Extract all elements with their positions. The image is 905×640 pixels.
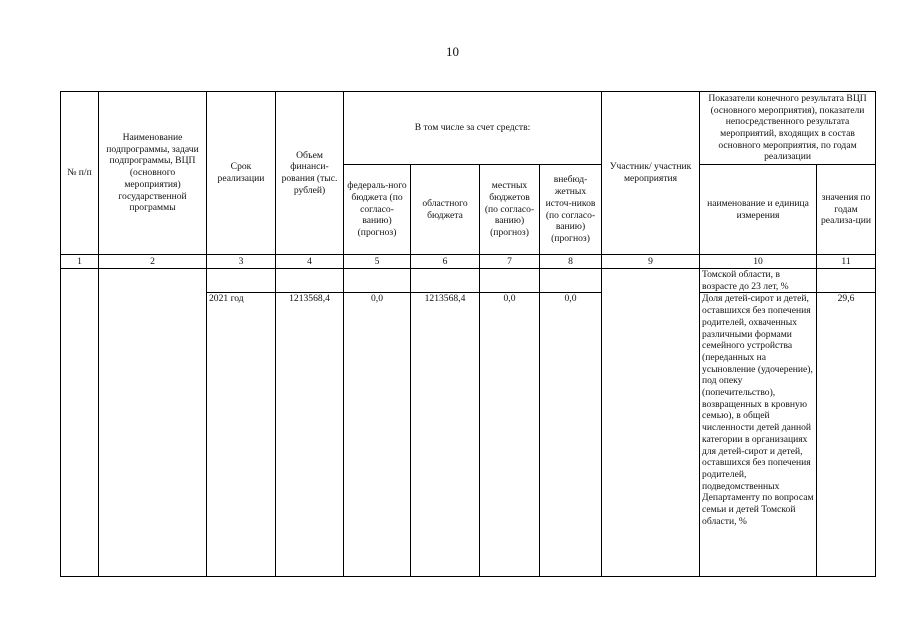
indicator-name-cell [700, 269, 817, 293]
column-number: 3 [207, 255, 276, 269]
column-number: 7 [480, 255, 540, 269]
total-cell [276, 269, 344, 293]
extra-budget-cell: 0,0 [540, 293, 602, 577]
header-extra-budget: внебюд-жетных источ-ников (по согласо-ванию) (прогноз) [540, 165, 602, 255]
period-cell: 2021 год [207, 293, 276, 577]
header-participant: Участник/ участник мероприятия [602, 92, 700, 255]
header-period: Срок реализации [207, 92, 276, 255]
regional-cell: 1213568,4 [411, 293, 480, 577]
column-number: 5 [344, 255, 411, 269]
header-name: Наименование подпрограммы, задачи подпрограммы, ВЦП (основного мероприятия) государственной программы [99, 92, 207, 255]
indicator-value-cell: 29,6 [817, 293, 876, 577]
table-row [61, 269, 876, 293]
indicator-value-cell [817, 269, 876, 293]
header-local-budgets: местных бюджетов (по согласо-ванию) (прогноз) [480, 165, 540, 255]
header-indicators-group: Показатели конечного результата ВЦП (основного мероприятия), показатели непосредственного результата мероприятий, входящих в состав основного мероприятия, по годам реализации [700, 92, 876, 165]
header-indicator-values: значения по годам реализа-ции [817, 165, 876, 255]
header-funds-group: В том числе за счет средств: [344, 92, 602, 165]
regional-cell [411, 269, 480, 293]
total-cell: 1213568,4 [276, 293, 344, 577]
local-cell: 0,0 [480, 293, 540, 577]
column-number: 9 [602, 255, 700, 269]
participant-cell [602, 269, 700, 577]
indicator-name-cell [700, 293, 817, 577]
indicator-name: Доля детей-сирот и детей, оставшихся без попечения родителей, охваченных различными формами семейного устройства (переданных на усыновление (удочерение), под опеку (попечительство), возвращенных в кровную семью), в общей численности детей данной категории в организациях для детей-сирот и детей, оставшихся без попечения родителей, подведомственных Департаменту по вопросам семьи и детей Томской области, % [702, 293, 814, 527]
header-indicator-name: наименование и единица измерения [700, 165, 817, 255]
federal-cell [344, 269, 411, 293]
row-number-cell [61, 269, 99, 577]
column-number: 8 [540, 255, 602, 269]
header-regional-budget: областного бюджета [411, 165, 480, 255]
header-federal-budget: федераль-ного бюджета (по согласо-ванию) (прогноз) [344, 165, 411, 255]
column-number: 1 [61, 255, 99, 269]
column-number: 11 [817, 255, 876, 269]
extra-budget-cell [540, 269, 602, 293]
local-cell [480, 269, 540, 293]
column-number: 2 [99, 255, 207, 269]
column-number: 10 [700, 255, 817, 269]
page-number: 10 [446, 44, 459, 59]
period-cell [207, 269, 276, 293]
column-number: 4 [276, 255, 344, 269]
column-number: 6 [411, 255, 480, 269]
row-name-cell [99, 269, 207, 577]
header-funding-volume: Объем финанси-рования (тыс. рублей) [276, 92, 344, 255]
federal-cell: 0,0 [344, 293, 411, 577]
header-number: № п/п [61, 92, 99, 255]
program-table [60, 91, 876, 577]
indicator-name: Томской области, в возрасте до 23 лет, % [702, 269, 789, 292]
